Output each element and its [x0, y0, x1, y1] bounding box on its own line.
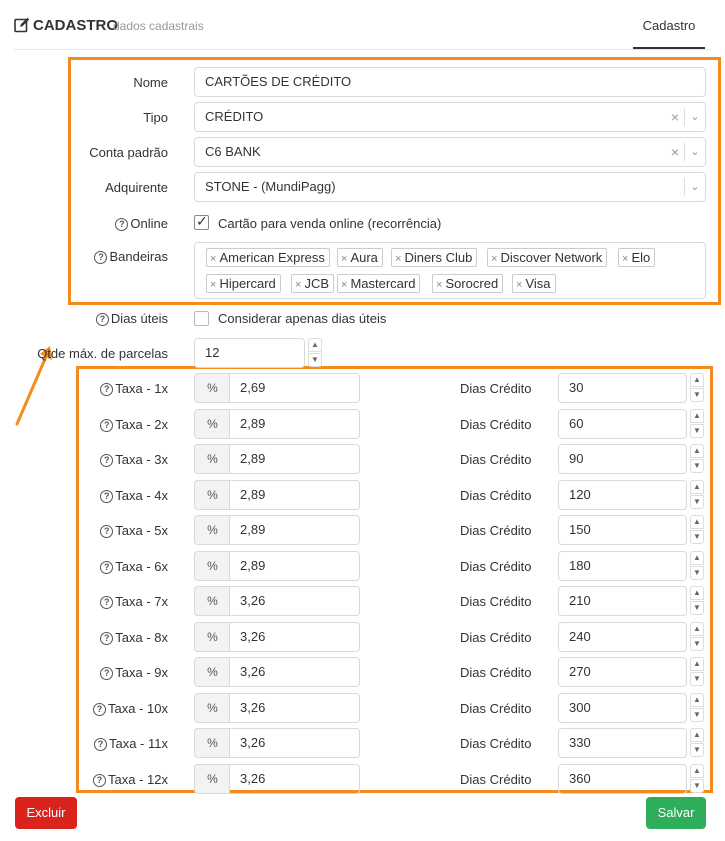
- label-dias-credito: Dias Crédito: [460, 452, 532, 467]
- tag-label: JCB: [304, 276, 329, 291]
- tag-item: [512, 274, 556, 293]
- tag-label: Visa: [525, 276, 551, 291]
- chevron-down-icon[interactable]: ⌄: [690, 181, 700, 193]
- help-icon[interactable]: ?: [115, 218, 128, 231]
- help-icon[interactable]: ?: [100, 596, 113, 609]
- label-dias-credito: Dias Crédito: [460, 630, 532, 645]
- label-taxa: [94, 736, 168, 751]
- header-divider: [14, 49, 711, 50]
- stepper-up-icon[interactable]: ▲: [690, 444, 704, 458]
- label-dias-uteis-text: Dias úteis: [110, 311, 168, 326]
- tipo-select[interactable]: [194, 102, 706, 132]
- dias-uteis-checkbox-label[interactable]: Considerar apenas dias úteis: [218, 311, 387, 326]
- stepper-down-icon[interactable]: ▼: [308, 353, 322, 367]
- percent-addon: %: [194, 409, 230, 439]
- dias-credito-stepper[interactable]: [690, 551, 704, 581]
- label-dias-credito: Dias Crédito: [460, 417, 532, 432]
- label-dias-credito: Dias Crédito: [460, 736, 532, 751]
- dias-credito-stepper[interactable]: [690, 409, 704, 439]
- taxa-input[interactable]: 3,26: [229, 693, 360, 723]
- tag-item: [618, 248, 655, 267]
- stepper-up-icon[interactable]: ▲: [690, 728, 704, 742]
- label-dias-credito: Dias Crédito: [460, 665, 532, 680]
- percent-addon: %: [194, 444, 230, 474]
- label-taxa: [100, 488, 168, 503]
- label-taxa: [100, 665, 168, 680]
- label-dias-credito: Dias Crédito: [460, 772, 532, 787]
- label-taxa-text: Taxa - 3x: [115, 452, 168, 467]
- clear-icon[interactable]: ×: [670, 144, 680, 160]
- label-dias-credito: Dias Crédito: [460, 381, 532, 396]
- percent-addon: %: [194, 551, 230, 581]
- help-icon[interactable]: ?: [100, 490, 113, 503]
- chevron-down-icon[interactable]: ⌄: [690, 111, 700, 123]
- tag-item: [337, 274, 420, 293]
- stepper-down-icon[interactable]: ▼: [690, 708, 704, 722]
- taxa-input[interactable]: 3,26: [229, 622, 360, 652]
- dias-credito-input[interactable]: 210: [558, 586, 687, 616]
- label-taxa: [100, 417, 168, 432]
- dias-credito-input[interactable]: 180: [558, 551, 687, 581]
- stepper-down-icon[interactable]: ▼: [690, 530, 704, 544]
- taxa-input[interactable]: 2,89: [229, 551, 360, 581]
- adquirente-select[interactable]: [194, 172, 706, 202]
- label-taxa-text: Taxa - 12x: [108, 772, 168, 787]
- label-taxa-text: Taxa - 11x: [108, 736, 168, 751]
- page-subtitle: dados cadastrais: [113, 19, 204, 33]
- stepper-up-icon[interactable]: ▲: [690, 764, 704, 778]
- label-taxa: [100, 523, 168, 538]
- remove-tag-icon[interactable]: ×: [210, 253, 217, 265]
- help-icon[interactable]: ?: [100, 561, 113, 574]
- remove-tag-icon[interactable]: ×: [210, 279, 217, 291]
- stepper-up-icon[interactable]: ▲: [690, 515, 704, 529]
- label-taxa-text: Taxa - 4x: [115, 488, 168, 503]
- label-taxa-text: Taxa - 9x: [115, 665, 168, 680]
- stepper-down-icon[interactable]: ▼: [690, 637, 704, 651]
- dias-credito-stepper[interactable]: [690, 373, 704, 403]
- page-title: CADASTRO: [33, 17, 118, 34]
- stepper-up-icon[interactable]: ▲: [690, 551, 704, 565]
- stepper-down-icon[interactable]: ▼: [690, 424, 704, 438]
- label-dias-credito: Dias Crédito: [460, 559, 532, 574]
- select-divider: [684, 178, 685, 196]
- label-bandeiras-text: Bandeiras: [109, 249, 168, 264]
- save-button[interactable]: Salvar: [646, 797, 706, 829]
- remove-tag-icon[interactable]: ×: [516, 279, 523, 291]
- dias-credito-stepper[interactable]: [690, 764, 704, 794]
- label-taxa: [100, 381, 168, 396]
- label-dias-uteis: [96, 311, 168, 326]
- label-qtde-parcelas: Qtde máx. de parcelas: [37, 346, 168, 361]
- tag-label: Sorocred: [445, 276, 499, 291]
- help-icon[interactable]: ?: [100, 525, 113, 538]
- label-taxa: [100, 630, 168, 645]
- remove-tag-icon[interactable]: ×: [295, 279, 302, 291]
- label-nome: Nome: [133, 75, 168, 90]
- stepper-up-icon[interactable]: ▲: [690, 409, 704, 423]
- taxa-input[interactable]: 2,89: [229, 515, 360, 545]
- select-divider: [684, 143, 685, 161]
- percent-addon: %: [194, 693, 230, 723]
- label-online-text: Online: [130, 216, 168, 231]
- dias-credito-stepper[interactable]: [690, 622, 704, 652]
- taxa-input[interactable]: 3,26: [229, 657, 360, 687]
- qtde-parcelas-input[interactable]: 12: [194, 338, 305, 368]
- dias-credito-input[interactable]: 90: [558, 444, 687, 474]
- taxa-input[interactable]: 3,26: [229, 586, 360, 616]
- edit-icon: [14, 17, 30, 33]
- dias-credito-stepper[interactable]: [690, 693, 704, 723]
- tag-item: [206, 248, 330, 267]
- tag-label: Hipercard: [219, 276, 276, 291]
- label-taxa-text: Taxa - 5x: [115, 523, 168, 538]
- remove-tag-icon[interactable]: ×: [395, 253, 402, 265]
- check-icon: ✓: [196, 213, 208, 229]
- dias-credito-input[interactable]: 270: [558, 657, 687, 687]
- percent-addon: %: [194, 515, 230, 545]
- help-icon[interactable]: ?: [100, 632, 113, 645]
- clear-icon[interactable]: ×: [670, 109, 680, 125]
- stepper-down-icon[interactable]: ▼: [690, 566, 704, 580]
- tag-label: Discover Network: [500, 250, 603, 265]
- stepper-up-icon[interactable]: ▲: [690, 373, 704, 387]
- remove-tag-icon[interactable]: ×: [622, 253, 629, 265]
- label-taxa: [93, 772, 168, 787]
- dias-credito-input[interactable]: 330: [558, 728, 687, 758]
- tag-item: [206, 274, 281, 293]
- bandeiras-multiselect[interactable]: [194, 242, 706, 299]
- dias-credito-input[interactable]: 300: [558, 693, 687, 723]
- stepper-down-icon[interactable]: ▼: [690, 672, 704, 686]
- stepper-up-icon[interactable]: ▲: [690, 480, 704, 494]
- stepper-down-icon[interactable]: ▼: [690, 779, 704, 793]
- label-taxa-text: Taxa - 8x: [115, 630, 168, 645]
- label-taxa-text: Taxa - 6x: [115, 559, 168, 574]
- stepper-down-icon[interactable]: ▼: [690, 459, 704, 473]
- percent-addon: %: [194, 480, 230, 510]
- label-taxa: [100, 452, 168, 467]
- dias-credito-stepper[interactable]: [690, 657, 704, 687]
- adquirente-value: STONE - (MundiPagg): [205, 179, 336, 194]
- tipo-value: CRÉDITO: [205, 109, 264, 124]
- stepper-up-icon[interactable]: ▲: [690, 657, 704, 671]
- select-divider: [684, 108, 685, 126]
- tag-label: Elo: [631, 250, 651, 265]
- label-dias-credito: Dias Crédito: [460, 701, 532, 716]
- qtde-parcelas-stepper[interactable]: [308, 338, 322, 368]
- label-dias-credito: Dias Crédito: [460, 488, 532, 503]
- nome-input[interactable]: CARTÕES DE CRÉDITO: [194, 67, 706, 97]
- label-taxa-text: Taxa - 2x: [115, 417, 168, 432]
- label-taxa: [93, 701, 168, 716]
- conta-padrao-value: C6 BANK: [205, 144, 261, 159]
- tag-label: Aura: [350, 250, 378, 265]
- help-icon[interactable]: ?: [100, 454, 113, 467]
- label-taxa: [100, 559, 168, 574]
- tag-item: [487, 248, 607, 267]
- label-bandeiras: [94, 249, 168, 264]
- remove-tag-icon[interactable]: ×: [341, 279, 348, 291]
- tag-item: [291, 274, 334, 293]
- remove-tag-icon[interactable]: ×: [341, 253, 348, 265]
- dias-credito-stepper[interactable]: [690, 515, 704, 545]
- taxa-input[interactable]: 3,26: [229, 764, 360, 794]
- online-checkbox[interactable]: [194, 215, 209, 230]
- dias-credito-stepper[interactable]: [690, 728, 704, 758]
- dias-credito-input[interactable]: 360: [558, 764, 687, 794]
- help-icon[interactable]: ?: [100, 419, 113, 432]
- tag-item: [391, 248, 477, 267]
- label-taxa-text: Taxa - 7x: [115, 594, 168, 609]
- percent-addon: %: [194, 764, 230, 794]
- dias-credito-input[interactable]: 30: [558, 373, 687, 403]
- taxa-input[interactable]: 2,89: [229, 480, 360, 510]
- help-icon[interactable]: ?: [100, 667, 113, 680]
- dias-credito-stepper[interactable]: [690, 444, 704, 474]
- stepper-down-icon[interactable]: ▼: [690, 743, 704, 757]
- dias-credito-input[interactable]: 150: [558, 515, 687, 545]
- stepper-up-icon[interactable]: ▲: [690, 693, 704, 707]
- dias-credito-stepper[interactable]: [690, 480, 704, 510]
- online-checkbox-label[interactable]: Cartão para venda online (recorrência): [218, 216, 442, 231]
- percent-addon: %: [194, 657, 230, 687]
- tag-item: [337, 248, 383, 267]
- percent-addon: %: [194, 728, 230, 758]
- stepper-up-icon[interactable]: ▲: [690, 586, 704, 600]
- page-header: [0, 0, 725, 50]
- dias-credito-input[interactable]: 60: [558, 409, 687, 439]
- help-icon[interactable]: ?: [93, 703, 106, 716]
- remove-tag-icon[interactable]: ×: [491, 253, 498, 265]
- label-dias-credito: Dias Crédito: [460, 523, 532, 538]
- label-dias-credito: Dias Crédito: [460, 594, 532, 609]
- taxa-input[interactable]: 2,89: [229, 409, 360, 439]
- stepper-down-icon[interactable]: ▼: [690, 495, 704, 509]
- help-icon[interactable]: ?: [93, 774, 106, 787]
- dias-credito-stepper[interactable]: [690, 586, 704, 616]
- tag-item: [432, 274, 503, 293]
- taxa-input[interactable]: 3,26: [229, 728, 360, 758]
- chevron-down-icon[interactable]: ⌄: [690, 146, 700, 158]
- stepper-up-icon[interactable]: ▲: [308, 338, 322, 352]
- conta-padrao-select[interactable]: [194, 137, 706, 167]
- delete-button[interactable]: Excluir: [15, 797, 77, 829]
- tab-cadastro[interactable]: Cadastro: [642, 18, 696, 33]
- percent-addon: %: [194, 373, 230, 403]
- label-conta-padrao: Conta padrão: [89, 145, 168, 160]
- tag-label: Mastercard: [350, 276, 416, 291]
- stepper-down-icon[interactable]: ▼: [690, 601, 704, 615]
- label-taxa-text: Taxa - 10x: [108, 701, 168, 716]
- stepper-down-icon[interactable]: ▼: [690, 388, 704, 402]
- taxa-input[interactable]: 2,89: [229, 444, 360, 474]
- percent-addon: %: [194, 622, 230, 652]
- percent-addon: %: [194, 586, 230, 616]
- help-icon[interactable]: ?: [100, 383, 113, 396]
- stepper-up-icon[interactable]: ▲: [690, 622, 704, 636]
- dias-credito-input[interactable]: 240: [558, 622, 687, 652]
- help-icon[interactable]: ?: [94, 251, 107, 264]
- label-adquirente: Adquirente: [105, 180, 168, 195]
- remove-tag-icon[interactable]: ×: [436, 279, 443, 291]
- tag-label: American Express: [219, 250, 325, 265]
- help-icon[interactable]: ?: [94, 738, 107, 751]
- label-online: [115, 216, 168, 231]
- label-tipo: Tipo: [143, 110, 168, 125]
- dias-uteis-checkbox[interactable]: [194, 311, 209, 326]
- tag-label: Diners Club: [404, 250, 473, 265]
- label-taxa: [100, 594, 168, 609]
- taxa-input[interactable]: 2,69: [229, 373, 360, 403]
- help-icon[interactable]: ?: [96, 313, 109, 326]
- dias-credito-input[interactable]: 120: [558, 480, 687, 510]
- label-taxa-text: Taxa - 1x: [115, 381, 168, 396]
